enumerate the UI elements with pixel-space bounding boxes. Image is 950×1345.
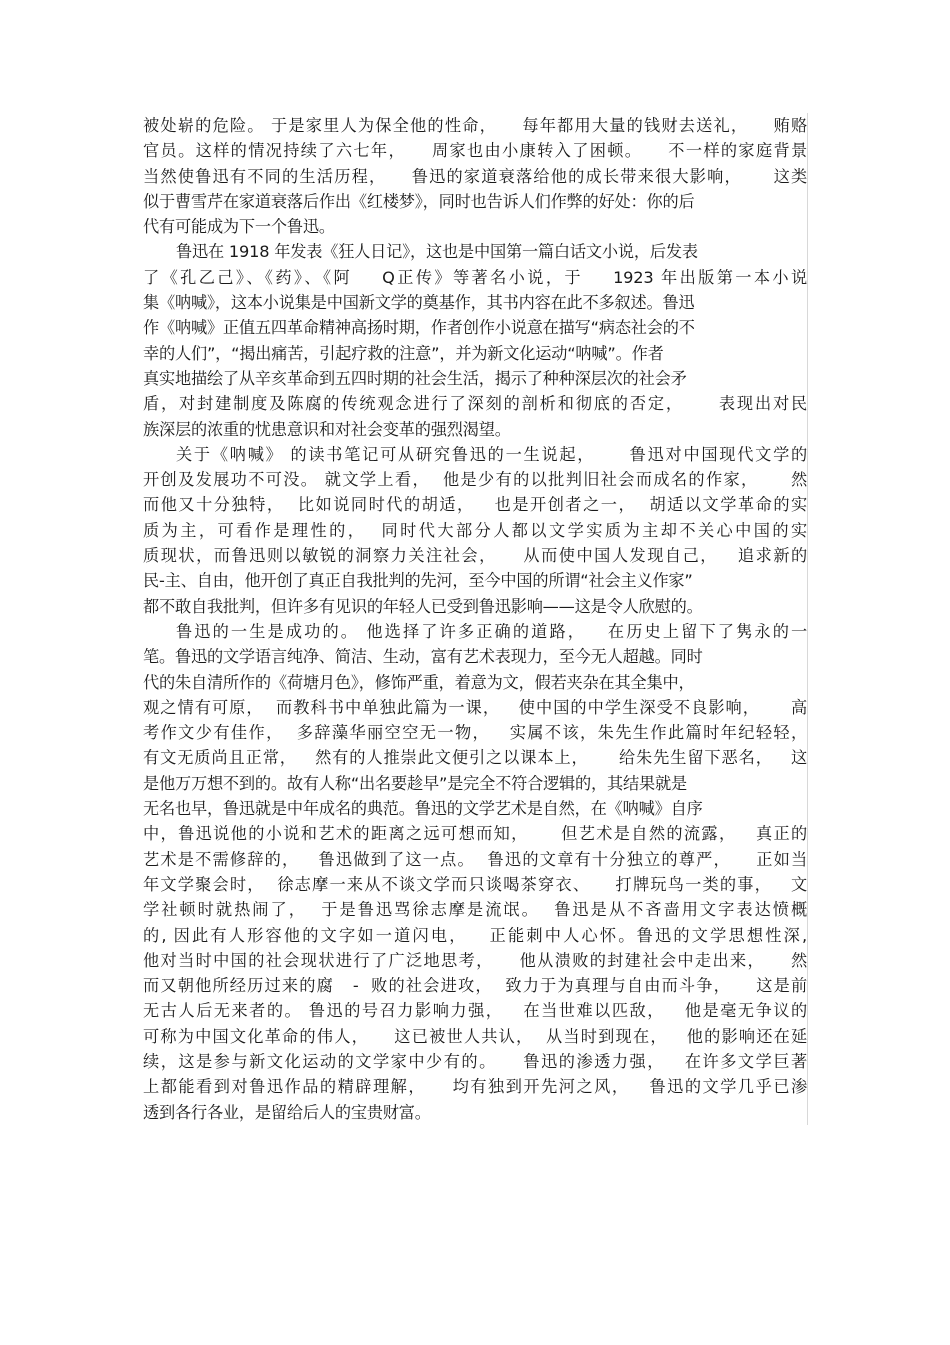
text-line: 的, 因此有人形容他的文字如一道闪电， 正能刺中人心怀。鲁迅的文学思想性深, <box>143 925 807 945</box>
text-line: 鲁迅在 1918 年发表《狂人日记》，这也是中国第一篇白话文小说，后发表 <box>176 242 698 262</box>
document-body <box>143 113 808 1125</box>
text-line: 当然使鲁迅有不同的生活历程， 鲁迅的家道衰落给他的成长带来很大影响， 这类 <box>143 166 807 186</box>
paragraph <box>143 113 807 239</box>
text-line: 他对当时中国的社会现状进行了广泛地思考， 他从溃败的封建社会中走出来， 然 <box>143 950 807 970</box>
paragraph <box>143 442 807 619</box>
text-line: 上都能看到对鲁迅作品的精辟理解， 均有独到开先河之风， 鲁迅的文学几乎已渗 <box>143 1077 807 1097</box>
text-line: 无古人后无来者的。 鲁迅的号召力影响力强， 在当世难以匹敌， 他是毫无争议的 <box>143 1001 807 1021</box>
text-line: 作《呐喊》正值五四革命精神高扬时期，作者创作小说意在描写“病态社会的不 <box>143 318 695 338</box>
text-line: 透到各行各业，是留给后人的宝贵财富。 <box>143 1102 431 1122</box>
text-line: 质为主，可看作是理性的， 同时代大部分人都以文学实质为主却不关心中国的实 <box>143 520 807 540</box>
text-line: 有文无质尚且正常， 然有的人推崇此文便引之以课本上， 给朱先生留下恶名， 这 <box>143 748 807 768</box>
text-line: 考作文少有佳作， 多辞藻华丽空空无一物， 实属不该，朱先生作此篇时年纪轻轻， <box>143 723 807 743</box>
text-line: 鲁迅的一生是成功的。 他选择了许多正确的道路， 在历史上留下了隽永的一 <box>176 621 807 641</box>
text-line: 被处崭的危险。 于是家里人为保全他的性命， 每年都用大量的钱财去送礼， 贿赂 <box>143 116 807 135</box>
text-line: 了《孔乙己》、《药》、《阿 Q正传》等著名小说，于 1923 年出版第一本小说 <box>143 267 807 287</box>
text-line: 真实地描绘了从辛亥革命到五四时期的社会生活，揭示了种种深层次的社会矛 <box>143 368 687 388</box>
text-line: 续，这是参与新文化运动的文学家中少有的。 鲁迅的渗透力强， 在许多文学巨著 <box>143 1051 807 1071</box>
text-line: 中，鲁迅说他的小说和艺术的距离之远可想而知， 但艺术是自然的流露， 真正的 <box>143 824 807 844</box>
text-line: 集《呐喊》，这本小说集是中国新文学的奠基作，其书内容在此不多叙述。鲁迅 <box>143 293 695 313</box>
text-line: 笔。鲁迅的文学语言纯净、简洁、生动，富有艺术表现力，至今无人超越。同时 <box>143 647 703 667</box>
text-line: 艺术是不需修辞的， 鲁迅做到了这一点。 鲁迅的文章有十分独立的尊严， 正如当 <box>143 849 807 869</box>
text-line: 是他万万想不到的。故有人称“出名要趁早”是完全不符合逻辑的，其结果就是 <box>143 773 687 793</box>
text-line: 盾，对封建制度及陈腐的传统观念进行了深刻的剖析和彻底的否定， 表现出对民 <box>143 394 807 414</box>
text-line: 似于曹雪芹在家道衰落后作出《红楼梦》，同时也告诉人们作弊的好处：你的后 <box>143 191 695 211</box>
text-line: 无名也早，鲁迅就是中年成名的典范。鲁迅的文学艺术是自然，在《呐喊》自序 <box>143 799 703 819</box>
text-line: 民-主、自由，他开创了真正自我批判的先河，至今中国的所谓“社会主义作家” <box>143 571 693 591</box>
text-line: 学社顿时就热闹了， 于是鲁迅骂徐志摩是流氓。 鲁迅是从不吝啬用文字表达愤概 <box>143 900 807 920</box>
text-line: 关于《呐喊》 的读书笔记可从研究鲁迅的一生说起， 鲁迅对中国现代文学的 <box>176 444 807 464</box>
text-line: 官员。这样的情况持续了六七年， 周家也由小康转入了困顿。 不一样的家庭背景 <box>143 141 807 161</box>
text-line: 开创及发展功不可没。 就文学上看， 他是少有的以批判旧社会而成名的作家， 然 <box>143 470 807 490</box>
text-line: 可称为中国文化革命的伟人， 这已被世人共认， 从当时到现在， 他的影响还在延 <box>143 1026 807 1046</box>
text-line: 族深层的浓重的忧患意识和对社会变革的强烈渴望。 <box>143 419 511 439</box>
paragraph <box>143 239 807 441</box>
text-line: 幸的人们”，“揭出痛苦，引起疗救的注意”，并为新文化运动“呐喊”。作者 <box>143 343 664 363</box>
paragraph-container <box>143 113 807 1125</box>
text-line: 而又朝他所经历过来的腐 - 败的社会进攻， 致力于为真理与自由而斗争， 这是前 <box>143 976 807 996</box>
text-line: 质现状，而鲁迅则以敏锐的洞察力关注社会， 从而使中国人发现自己， 追求新的 <box>143 546 807 566</box>
text-line: 年文学聚会时， 徐志摩一来从不谈文学而只谈喝茶穿衣、 打牌玩鸟一类的事， 文 <box>143 874 807 894</box>
text-line: 而他又十分独特， 比如说同时代的胡适， 也是开创者之一， 胡适以文学革命的实 <box>143 495 807 515</box>
paragraph <box>143 619 807 1125</box>
text-line: 都不敢自我批判，但许多有见识的年轻人已受到鲁迅影响——这是令人欣慰的。 <box>143 596 703 616</box>
text-line: 代的朱自清所作的《荷塘月色》，修饰严重，着意为文，假若夹杂在其全集中， <box>143 672 695 692</box>
text-line: 代有可能成为下一个鲁迅。 <box>143 217 335 237</box>
text-line: 观之情有可原， 而教科书中单独此篇为一课， 使中国的中学生深受不良影响， 高 <box>143 697 807 717</box>
